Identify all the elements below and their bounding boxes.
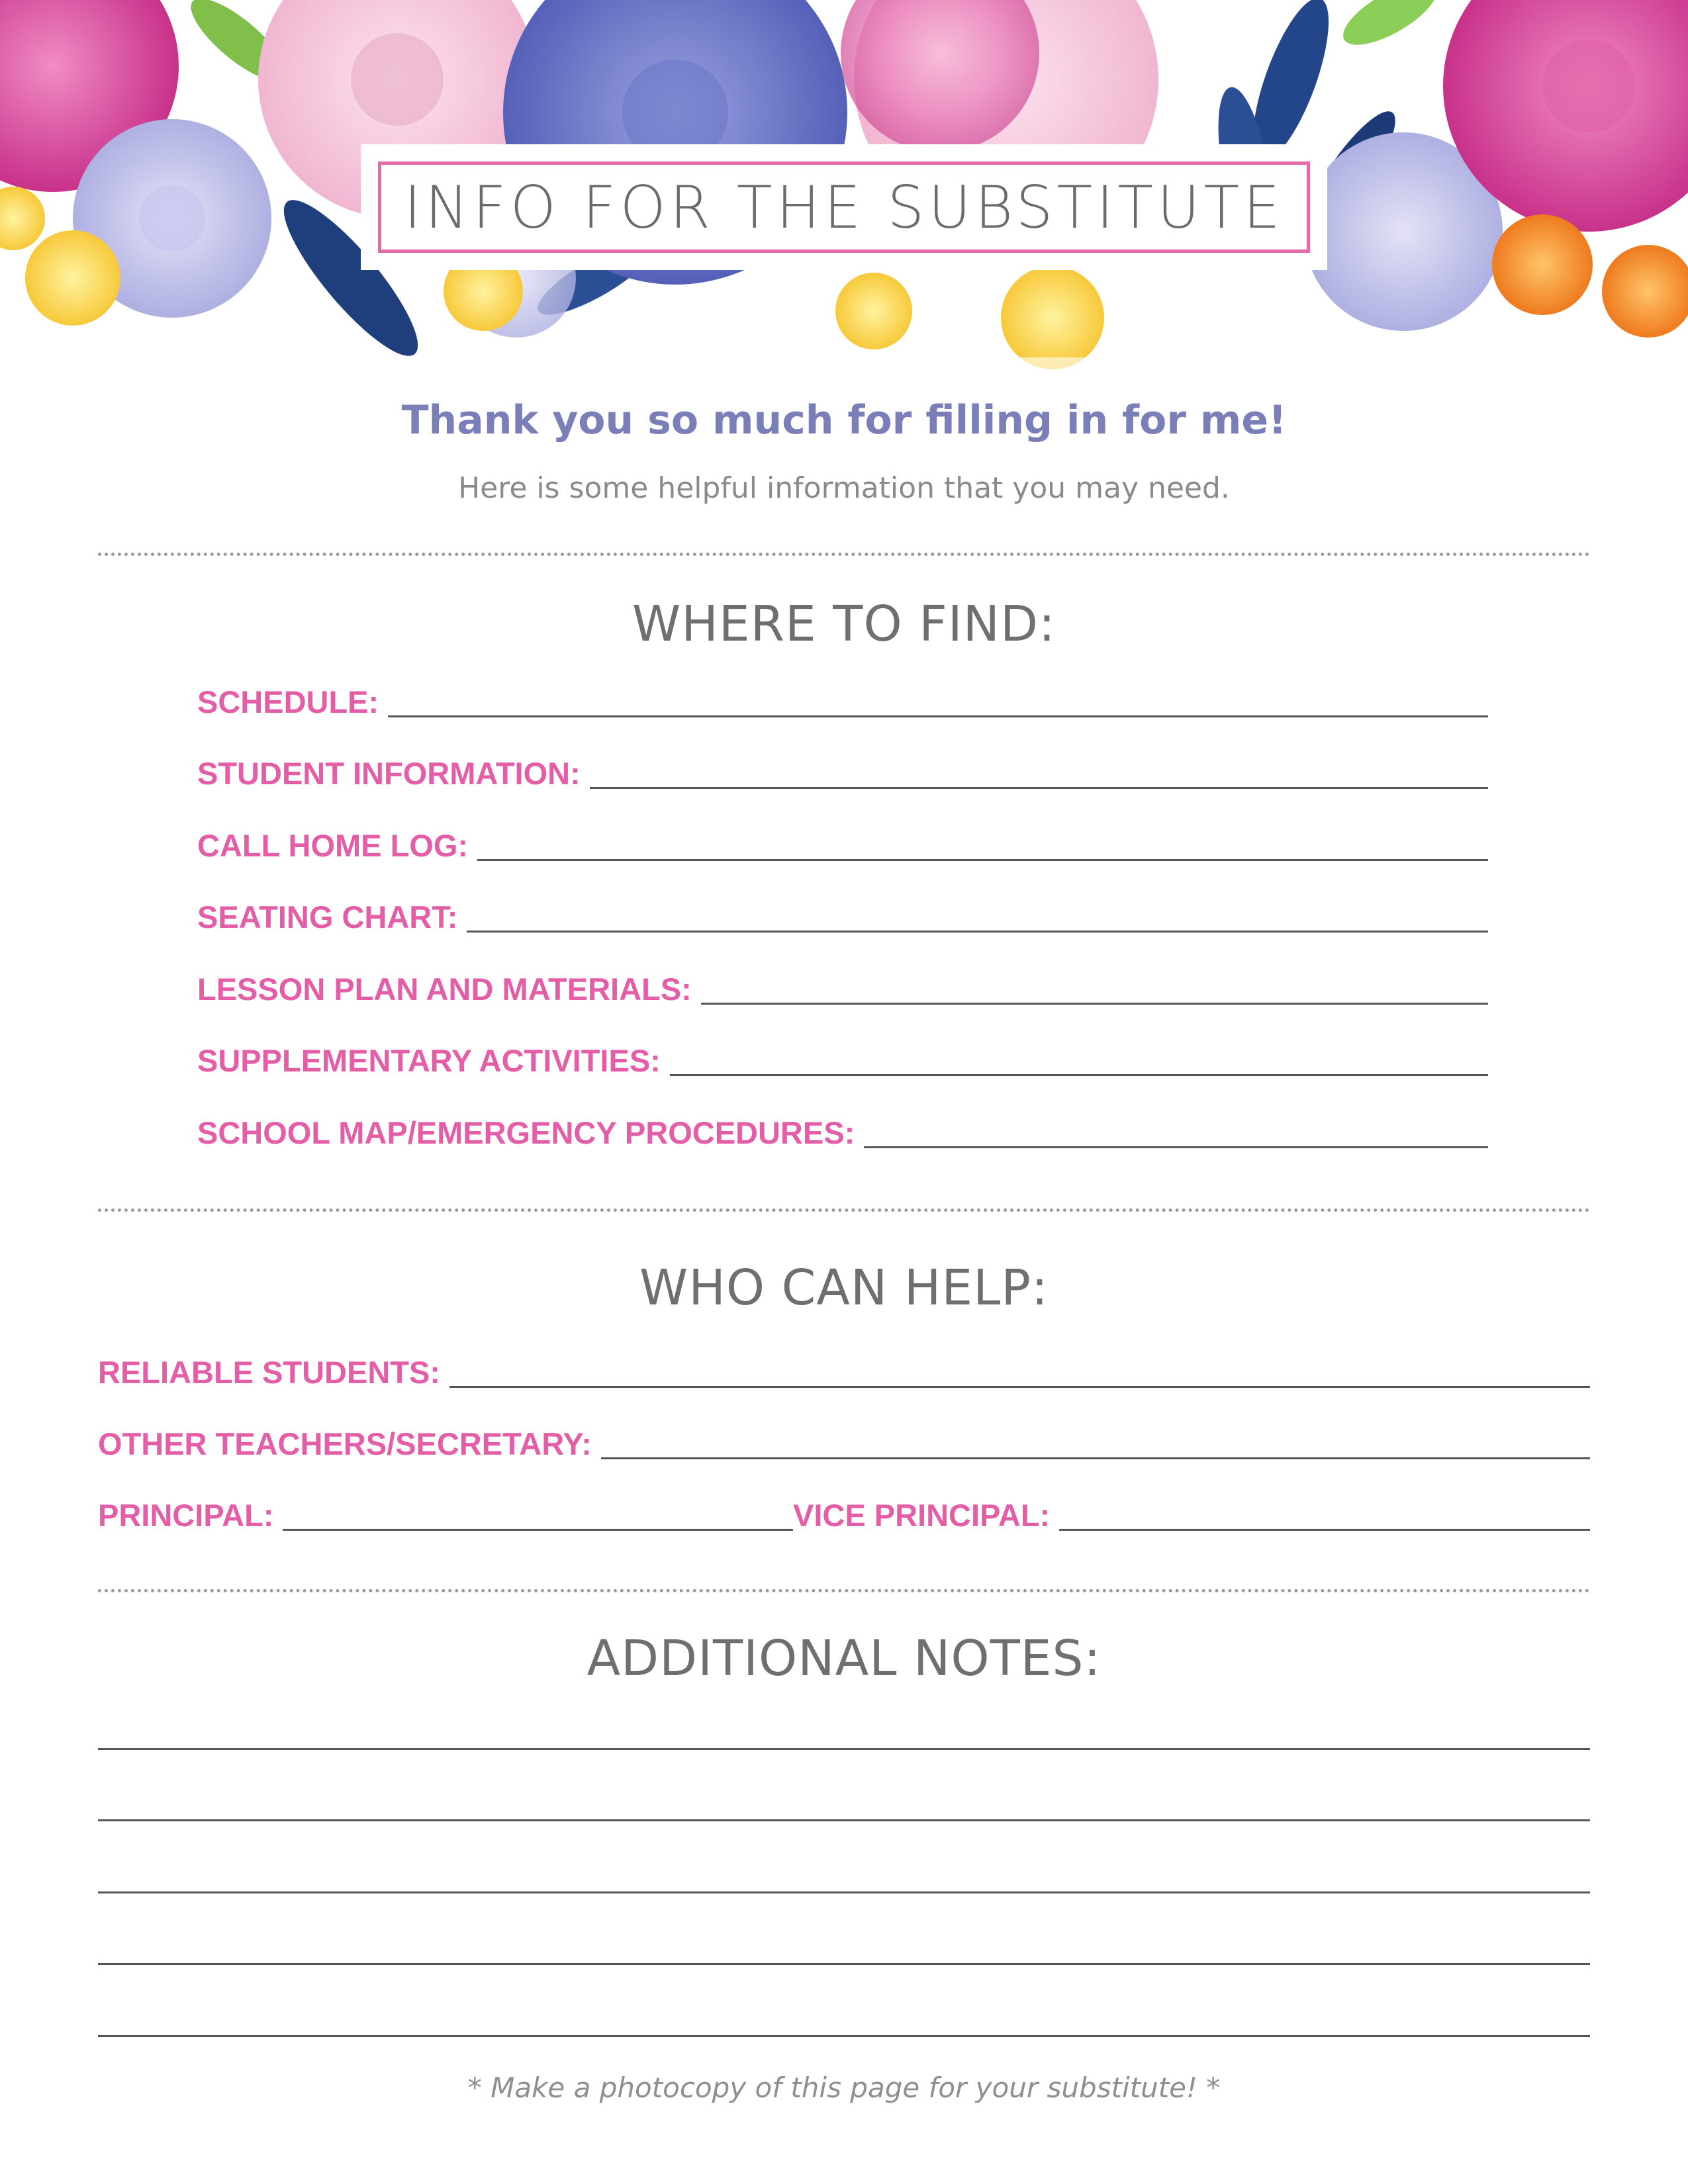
field-other-teachers[interactable] [98, 1417, 1590, 1463]
field-label: VICE PRINCIPAL: [793, 1498, 1051, 1533]
write-in-line[interactable] [864, 1146, 1488, 1148]
write-in-line[interactable] [590, 787, 1488, 789]
who-can-help-heading: WHO CAN HELP: [639, 1259, 1049, 1316]
field-reliable-students[interactable] [98, 1345, 1590, 1392]
notes-line[interactable] [98, 1748, 1590, 1750]
field-seating-chart[interactable] [197, 890, 1488, 936]
write-in-line[interactable] [601, 1457, 1590, 1459]
field-supplementary-activities[interactable] [197, 1034, 1488, 1080]
field-label: PRINCIPAL: [98, 1498, 274, 1533]
additional-notes-heading: ADDITIONAL NOTES: [586, 1630, 1102, 1687]
field-student-information[interactable] [197, 747, 1488, 793]
dotted-divider [98, 1589, 1590, 1592]
footer-note: * Make a photocopy of this page for your substitute! * [467, 2071, 1221, 2104]
notes-line[interactable] [98, 1819, 1590, 1821]
notes-line[interactable] [98, 1891, 1590, 1893]
field-label: SCHOOL MAP/EMERGENCY PROCEDURES: [197, 1115, 855, 1150]
notes-line[interactable] [98, 2035, 1590, 2037]
thank-you-message: Thank you so much for filling in for me! [401, 397, 1287, 443]
field-label: LESSON PLAN AND MATERIALS: [197, 972, 692, 1007]
title-border [378, 161, 1310, 253]
where-to-find-heading: WHERE TO FIND: [632, 596, 1056, 653]
field-label: SUPPLEMENTARY ACTIVITIES: [197, 1043, 661, 1078]
write-in-line[interactable] [283, 1529, 793, 1531]
field-school-map[interactable] [197, 1106, 1488, 1152]
write-in-line[interactable] [477, 859, 1488, 861]
write-in-line[interactable] [670, 1074, 1488, 1076]
dotted-divider [98, 1208, 1590, 1212]
title-box [361, 144, 1327, 270]
field-schedule[interactable] [197, 675, 1488, 721]
field-label: RELIABLE STUDENTS: [98, 1355, 440, 1390]
write-in-line[interactable] [449, 1386, 1590, 1388]
field-call-home-log[interactable] [197, 819, 1488, 865]
write-in-line[interactable] [467, 931, 1488, 933]
field-lesson-plan[interactable] [197, 962, 1488, 1009]
field-principal[interactable] [98, 1488, 793, 1535]
field-label: SEATING CHART: [197, 899, 458, 934]
notes-line[interactable] [98, 1963, 1590, 1965]
field-label: STUDENT INFORMATION: [197, 756, 581, 791]
write-in-line[interactable] [388, 715, 1488, 717]
intro-subtitle: Here is some helpful information that you may need. [458, 471, 1230, 505]
write-in-line[interactable] [1059, 1529, 1590, 1531]
field-label: SCHEDULE: [197, 684, 379, 719]
write-in-line[interactable] [701, 1003, 1488, 1005]
field-label: CALL HOME LOG: [197, 828, 469, 863]
page-title: INFO FOR THE SUBSTITUTE [404, 173, 1284, 242]
field-vice-principal[interactable] [793, 1488, 1590, 1535]
dotted-divider [98, 553, 1590, 556]
field-label: OTHER TEACHERS/SECRETARY: [98, 1426, 592, 1461]
